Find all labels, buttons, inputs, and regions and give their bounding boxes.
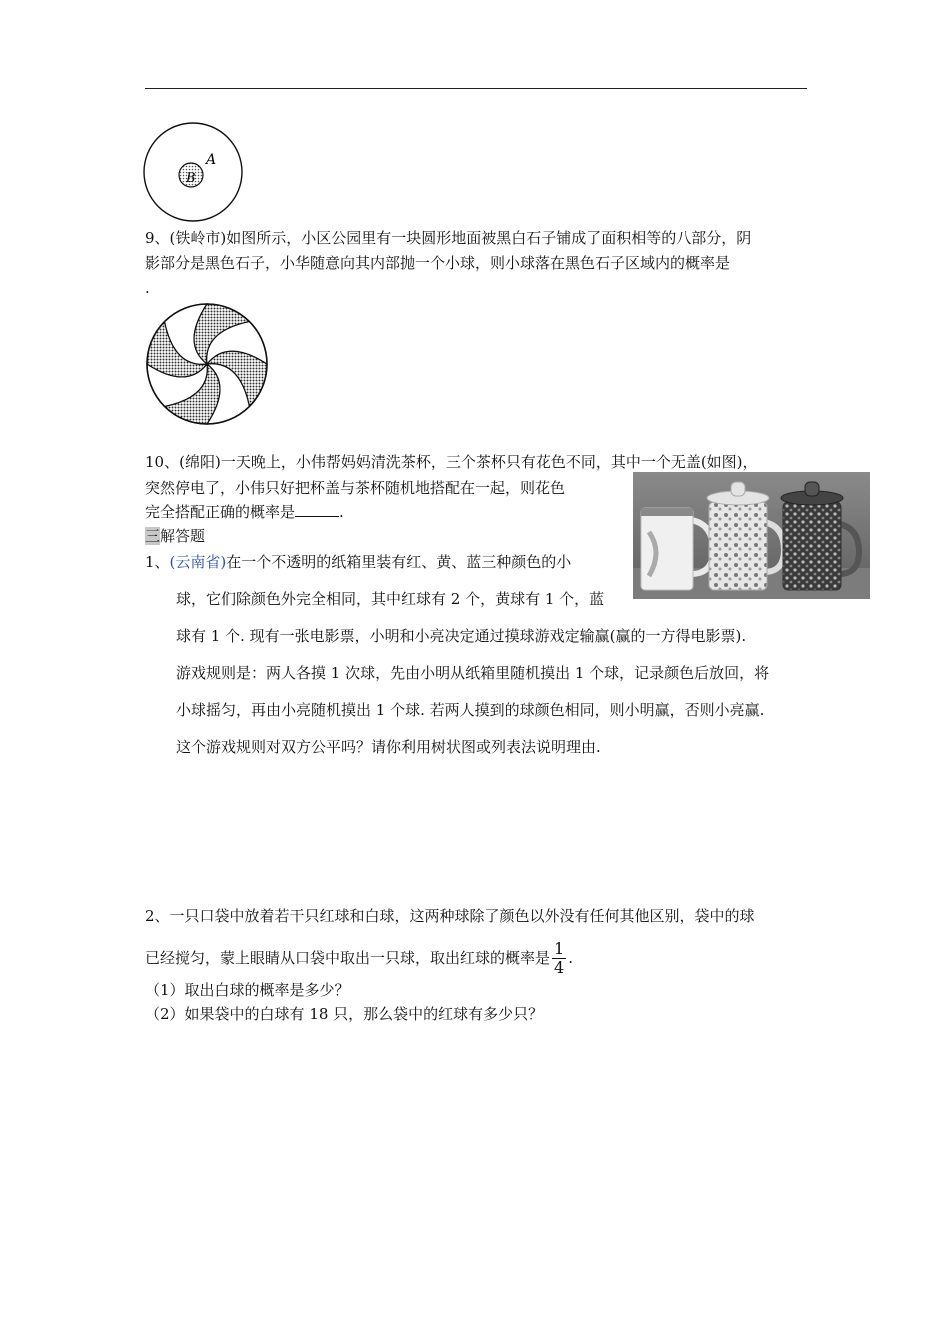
q9-pinwheel-figure xyxy=(142,302,272,427)
q10-line3: 完全搭配正确的概率是 . xyxy=(145,503,344,521)
tea-cups-photo xyxy=(633,472,870,599)
answer-blank xyxy=(295,502,339,517)
p2-line1: 2、一只口袋中放着若干只红球和白球，这两种球除了颜色以外没有任何其他区别，袋中的球 xyxy=(145,907,755,925)
q9-line3: . xyxy=(145,279,150,297)
p1-line6: 这个游戏规则对双方公平吗？请你利用树状图或列表法说明理由. xyxy=(176,738,601,756)
q9-line2: 影部分是黑色石子，小华随意向其内部抛一个小球，则小球落在黑色石子区域内的概率是 xyxy=(145,254,731,272)
p1-line4: 游戏规则是：两人各摸 1 次球，先由小明从纸箱里随机摸出 1 个球，记录颜色后放回，将 xyxy=(176,664,770,682)
q8-circle-figure xyxy=(140,120,248,224)
p1-line1: 1、(云南省)在一个不透明的纸箱里装有红、黄、蓝三种颜色的小 xyxy=(145,553,572,571)
section-title: 解答题 xyxy=(160,527,206,545)
p1-line5: 小球摇匀，再由小亮随机摸出 1 个球. 若两人摸到的球颜色相同，则小明赢，否则小亮赢. xyxy=(176,701,765,719)
p1-line3: 球有 1 个. 现有一张电影票，小明和小亮决定通过摸球游戏定输赢(赢的一方得电影票). xyxy=(176,627,747,645)
probability-fraction: $\frac{1}{4}$ xyxy=(554,938,565,977)
p2-line2: 已经搅匀，蒙上眼睛从口袋中取出一只球，取出红球的概率是 $\frac{1}{4}$ . xyxy=(145,938,573,977)
q10-number: 10、 xyxy=(145,453,180,471)
section-number: 三 xyxy=(145,527,161,545)
p1-number: 1、 xyxy=(145,553,170,571)
p2-sub1: （1）取出白球的概率是多少？ xyxy=(145,981,350,999)
q10-line2: 突然停电了，小伟只好把杯盖与茶杯随机地搭配在一起，则花色 xyxy=(145,479,566,497)
label-a: A xyxy=(206,152,217,168)
p1-source: (云南省) xyxy=(169,553,227,571)
q9-source: (铁岭市) xyxy=(169,229,227,247)
p1-line2: 球，它们除颜色外完全相同，其中红球有 2 个，黄球有 1 个，蓝 xyxy=(176,590,605,608)
header-rule xyxy=(145,88,807,89)
label-b: B xyxy=(186,171,196,186)
q10-line1: 10、(绵阳)一天晚上，小伟帮妈妈清洗茶杯，三个茶杯只有花色不同，其中一个无盖(如图)， xyxy=(145,453,758,471)
section-three-heading xyxy=(145,526,205,546)
q9-line1: 9、(铁岭市)如图所示，小区公园里有一块圆形地面被黑白石子铺成了面积相等的八部分，阴 xyxy=(145,229,752,247)
p2-sub2: （2）如果袋中的白球有 18 只，那么袋中的红球有多少只？ xyxy=(145,1005,544,1023)
q10-source: (绵阳) xyxy=(179,453,221,471)
q9-number: 9、 xyxy=(145,229,170,247)
